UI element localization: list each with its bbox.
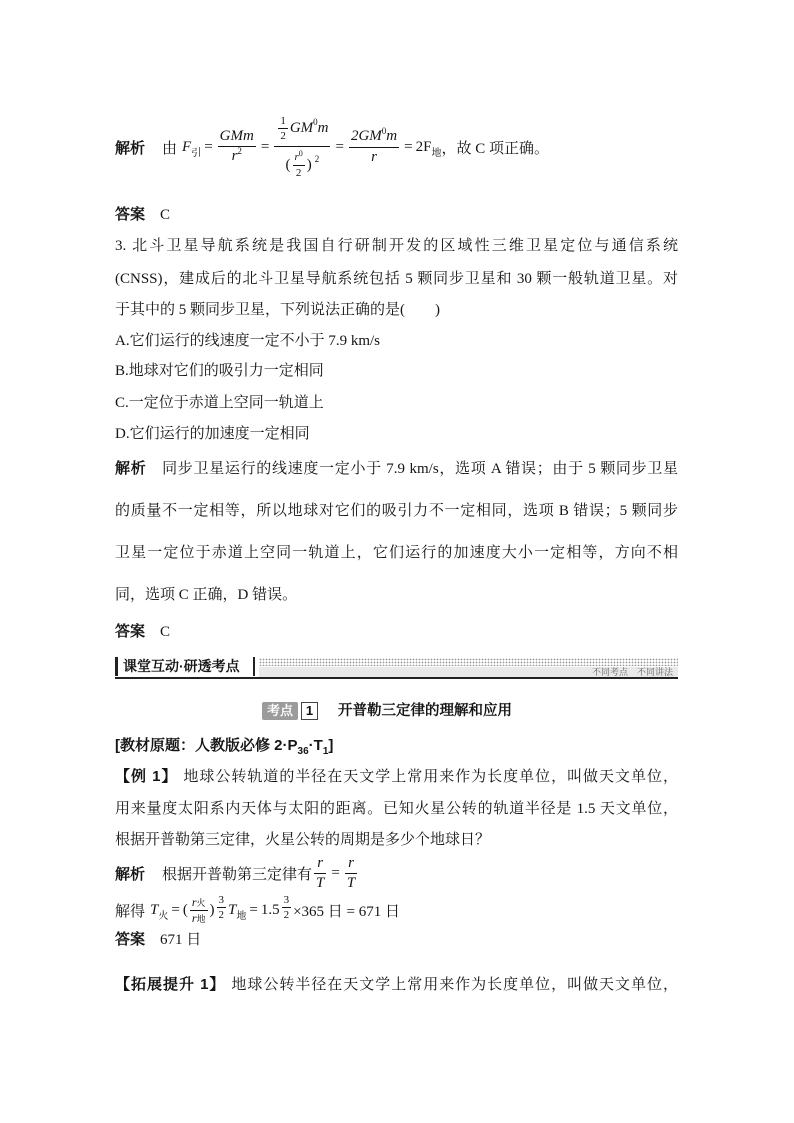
fraction-numerator: 3 (218, 893, 225, 906)
answer-value: C (160, 624, 171, 640)
section-header-pattern (259, 658, 678, 666)
equals-sign: = (335, 138, 344, 155)
example1-line: 根据开普勒第三定律，火星公转的周期是多少个地球日？ (115, 832, 491, 848)
answer-label: 答案 (115, 623, 146, 640)
fraction-numerator: r (314, 855, 326, 874)
solve-tail: ×365 日 = 671 日 (293, 903, 400, 920)
radius-symbol: r (191, 894, 197, 909)
source-page-subscript: 36 (297, 746, 309, 757)
fraction-denominator: 2 (280, 130, 286, 142)
left-paren: ( (182, 901, 188, 918)
textbook-source (115, 735, 678, 757)
superscript: 0 (313, 117, 318, 127)
example1-solution-line (115, 853, 359, 893)
fraction-denominator: T (346, 874, 356, 891)
fraction-denominator: 2 (295, 167, 302, 179)
formula-term: m (386, 128, 398, 144)
period-subscript-earth: 地 (236, 910, 247, 922)
source-mid: ·T (308, 737, 323, 754)
exponent: 2 (237, 146, 242, 156)
solution-label: 解析 (115, 865, 146, 883)
fraction-denominator (218, 147, 256, 166)
example1-line (115, 766, 678, 788)
radius-subscript-mars: 火 (196, 897, 206, 908)
equals-sign: = (204, 138, 213, 155)
q3-option-a: A.它们运行的线速度一定不小于 7.9 km/s (115, 333, 381, 349)
left-paren: ( (285, 156, 291, 173)
period-subscript-mars: 火 (158, 910, 169, 922)
q3-solution-line (115, 458, 678, 480)
solution-lead: 由 (162, 140, 178, 157)
extension-tag: 【拓展提升 1】 (115, 976, 226, 993)
formula-F-subscript: 引 (191, 147, 202, 159)
formula-term: GM (289, 120, 314, 136)
q2-solution-formula-line (115, 103, 549, 191)
q2-answer (115, 204, 678, 226)
fraction-r-over-T (345, 855, 357, 892)
fraction-half-radius (293, 151, 305, 179)
superscript: 0 (298, 149, 303, 158)
q3-stem-line: (CNSS)，建成后的北斗卫星导航系统包括 5 颗同步卫星和 30 颗一般轨道卫星。对 (115, 271, 678, 287)
fraction-radius-ratio (190, 896, 208, 925)
q3-stem-line: 于其中的 5 颗同步卫星，下列说法正确的是( ) (115, 302, 440, 318)
fraction-numerator (293, 151, 305, 166)
exponent: 2 (314, 153, 320, 164)
example1-line: 用来量度太阳系内天体与太阳的距离。已知火星公转的轨道半径是 1.5 天文单位， (115, 801, 678, 817)
period-symbol: T (150, 901, 159, 918)
equals-sign: = (249, 901, 258, 918)
answer-value: 671 日 (160, 932, 202, 948)
q3-solution-line: 同，选项 C 正确，D 错误。 (115, 587, 298, 603)
section-header-tagline: 不同考点 不同讲法 (591, 667, 673, 677)
q3-option-c: C.一定位于赤道上空同一轨道上 (115, 395, 324, 411)
radius-symbol: r (294, 151, 299, 163)
q3-stem-line: 3. 北斗卫星导航系统是我国自行研制开发的区域性三维卫星定位与通信系统 (115, 238, 678, 254)
fraction-denominator (274, 147, 330, 179)
fraction-r-over-T (314, 855, 326, 892)
radius-symbol: r (191, 910, 197, 925)
equals-sign: = (260, 138, 270, 155)
solution-text: 同步卫星运行的线速度一定小于 7.9 km/s，选项 A 错误；由于 5 颗同步卫星 (161, 461, 678, 477)
section-header-divider (253, 657, 255, 676)
solve-label: 解得 (115, 903, 146, 920)
fraction-numerator: 1 (280, 115, 286, 127)
solution-label: 解析 (115, 139, 146, 157)
fraction-denominator: T (316, 874, 325, 891)
fraction-denominator: 2 (218, 908, 225, 921)
formula-F: F (182, 138, 192, 155)
equals-sign: = (404, 138, 413, 155)
fraction-gravity (218, 128, 256, 166)
source-task-subscript: 1 (322, 746, 329, 757)
fraction-one-half (278, 115, 288, 142)
topic-badge-number: 1 (301, 702, 318, 720)
equals-sign: = (171, 901, 180, 918)
equals-sign: = (331, 864, 340, 881)
answer-value: C (160, 207, 171, 223)
source-prefix: [教材原题：人教版必修 2·P (115, 737, 298, 754)
section-header-title: 课堂互动·研透考点 (123, 658, 240, 674)
fraction-exponent (217, 894, 227, 921)
answer-label: 答案 (115, 931, 146, 948)
topic-badge (262, 701, 318, 721)
section-marker-icon (115, 657, 118, 676)
fraction-denominator (190, 911, 208, 925)
fraction-numerator (190, 896, 208, 911)
fraction-numerator (349, 128, 399, 148)
fraction-numerator: 3 (283, 893, 290, 906)
fraction-denominator: r (371, 149, 377, 165)
solution-tail: ，故 C 项正确。 (441, 140, 549, 157)
fraction-numerator (274, 115, 330, 147)
extension-text: 地球公转半径在天文学上常用来作为长度单位，叫做天文单位， (230, 977, 678, 993)
fraction-numerator: r (345, 855, 357, 874)
q3-solution-line: 的质量不一定相等，所以地球对它们的吸引力不一定相同，选项 B 错误；5 颗同步 (115, 503, 678, 519)
q3-solution-line: 卫星一定位于赤道上空同一轨道上，它们运行的加速度大小一定相等，方向不相 (115, 545, 678, 561)
fraction-half-mass (274, 115, 330, 179)
source-suffix: ] (328, 737, 334, 754)
extension1-line (115, 974, 678, 996)
section-header (115, 655, 678, 679)
base-value: 1.5 (260, 901, 280, 918)
example1-solve-line (115, 890, 400, 930)
topic-badge-label: 考点 (262, 702, 298, 720)
topic-title: 开普勒三定律的理解和应用 (338, 703, 512, 719)
solution-text: 根据开普勒第三定律有 (162, 866, 313, 883)
fraction-numerator: GMm (218, 128, 256, 147)
superscript: 0 (381, 126, 387, 136)
right-paren: ) (306, 156, 312, 173)
q3-option-d: D.它们运行的加速度一定相同 (115, 426, 310, 442)
formula-term: m (317, 120, 329, 136)
example1-answer (115, 929, 678, 951)
q3-answer (115, 621, 678, 643)
fraction-result (349, 128, 399, 166)
radius-symbol: r (231, 148, 238, 164)
radius-subscript-earth: 地 (196, 913, 206, 924)
fraction-denominator: 2 (283, 908, 290, 921)
formula-rhs: 2F (415, 138, 432, 155)
solution-label: 解析 (115, 460, 147, 477)
answer-label: 答案 (115, 206, 146, 223)
right-paren: ) (209, 901, 215, 918)
formula-term: 2GM (350, 128, 382, 144)
period-symbol: T (228, 901, 237, 918)
example-tag: 【例 1】 (115, 768, 178, 785)
formula-rhs-subscript: 地 (431, 147, 442, 159)
q3-option-b: B.地球对它们的吸引力一定相同 (115, 363, 324, 379)
fraction-exponent (282, 894, 292, 921)
example-text: 地球公转轨道的半径在天文学上常用来作为长度单位，叫做天文单位， (182, 769, 678, 785)
